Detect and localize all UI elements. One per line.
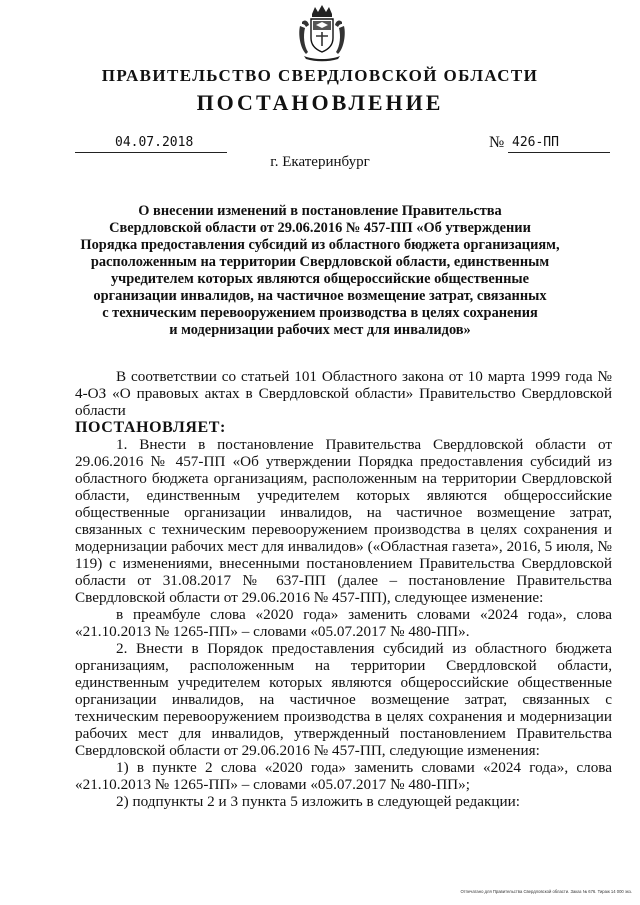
- item-1-change: в преамбуле слова «2020 года» заменить словами «2024 года», слова «21.10.2013 № 1265-ПП» – словами «05.07.2017 № 480-ПП».: [75, 606, 612, 640]
- organization-title: ПРАВИТЕЛЬСТВО СВЕРДЛОВСКОЙ ОБЛАСТИ: [101, 66, 539, 85]
- heading-line: учредителем которых являются общероссийские общественные: [110, 271, 530, 287]
- city: г. Екатеринбург: [270, 154, 370, 170]
- heading-line: расположенным на территории Свердловской области, единственным: [90, 254, 550, 270]
- print-footer: Отпечатано для Правительства Свердловской области. Заказ № 676. Тираж 14 000 экз.: [460, 889, 632, 894]
- decree-word: ПОСТАНОВЛЯЕТ:: [75, 419, 226, 436]
- intro-paragraph: В соответствии со статьей 101 Областного закона от 10 марта 1999 года № 4-ОЗ «О правовых актах в Свердловской области» Правительство Свердловской области: [75, 368, 612, 419]
- number-sign: №: [489, 134, 505, 151]
- number-field: [508, 134, 610, 153]
- heading-line: Порядка предоставления субсидий из областного бюджета организациям,: [80, 237, 560, 253]
- item-1: 1. Внести в постановление Правительства Свердловской области от 29.06.2016 № 457-ПП «Об утверждении Порядка предоставления субсидий из областного бюджета организациям, расположенным на территории Свердловской области, единственным учредителем которых являются общероссийские общественные организации инвалидов, на частичное возмещение затрат, связанных с техническим перевооружением производства в целях сохранения и модернизации рабочих мест для инвалидов» («Областная газета», 2016, 5 июля, № 119) с изменениями, внесенными постановлением Правительства Свердловской области от 31.08.2017 № 637-ПП (далее – постановление Правительства Свердловской области от 29.06.2016 № 457-ПП), следующее изменение:: [75, 436, 612, 606]
- document-body: [75, 368, 612, 810]
- heading-line: и модернизации рабочих мест для инвалидов»: [169, 322, 471, 338]
- coat-of-arms-icon: [296, 4, 348, 62]
- document-heading: [80, 203, 560, 339]
- heading-line: с техническим перевооружением производства в целях сохранения: [102, 305, 538, 321]
- document-type: ПОСТАНОВЛЕНИЕ: [196, 90, 444, 115]
- item-2-subitem-2: 2) подпункты 2 и 3 пункта 5 изложить в следующей редакции:: [116, 793, 520, 810]
- heading-line: Свердловской области от 29.06.2016 № 457-ПП «Об утверждении: [109, 220, 531, 236]
- heading-line: организации инвалидов, на частичное возмещение затрат, связанных: [93, 288, 547, 304]
- heading-line: О внесении изменений в постановление Правительства: [138, 203, 502, 219]
- item-2: 2. Внести в Порядок предоставления субсидий из областного бюджета организациям, расположенным на территории Свердловской области, единственным учредителем которых являются общероссийские общественные организации инвалидов, на частичное возмещение затрат, связанных с техническим перевооружением производства в целях сохранения и модернизации рабочих мест для инвалидов, утвержденный постановлением Правительства Свердловской области от 29.06.2016 № 457-ПП, следующие изменения:: [75, 640, 612, 759]
- date-field: [75, 134, 227, 153]
- item-2-subitem-1: 1) в пункте 2 слова «2020 года» заменить словами «2024 года», слова «21.10.2013 № 1265-ПП» – словами «05.07.2017 № 480-ПП»;: [75, 759, 612, 793]
- document-date: 04.07.2018: [115, 135, 194, 150]
- document-number: 426-ПП: [512, 135, 559, 150]
